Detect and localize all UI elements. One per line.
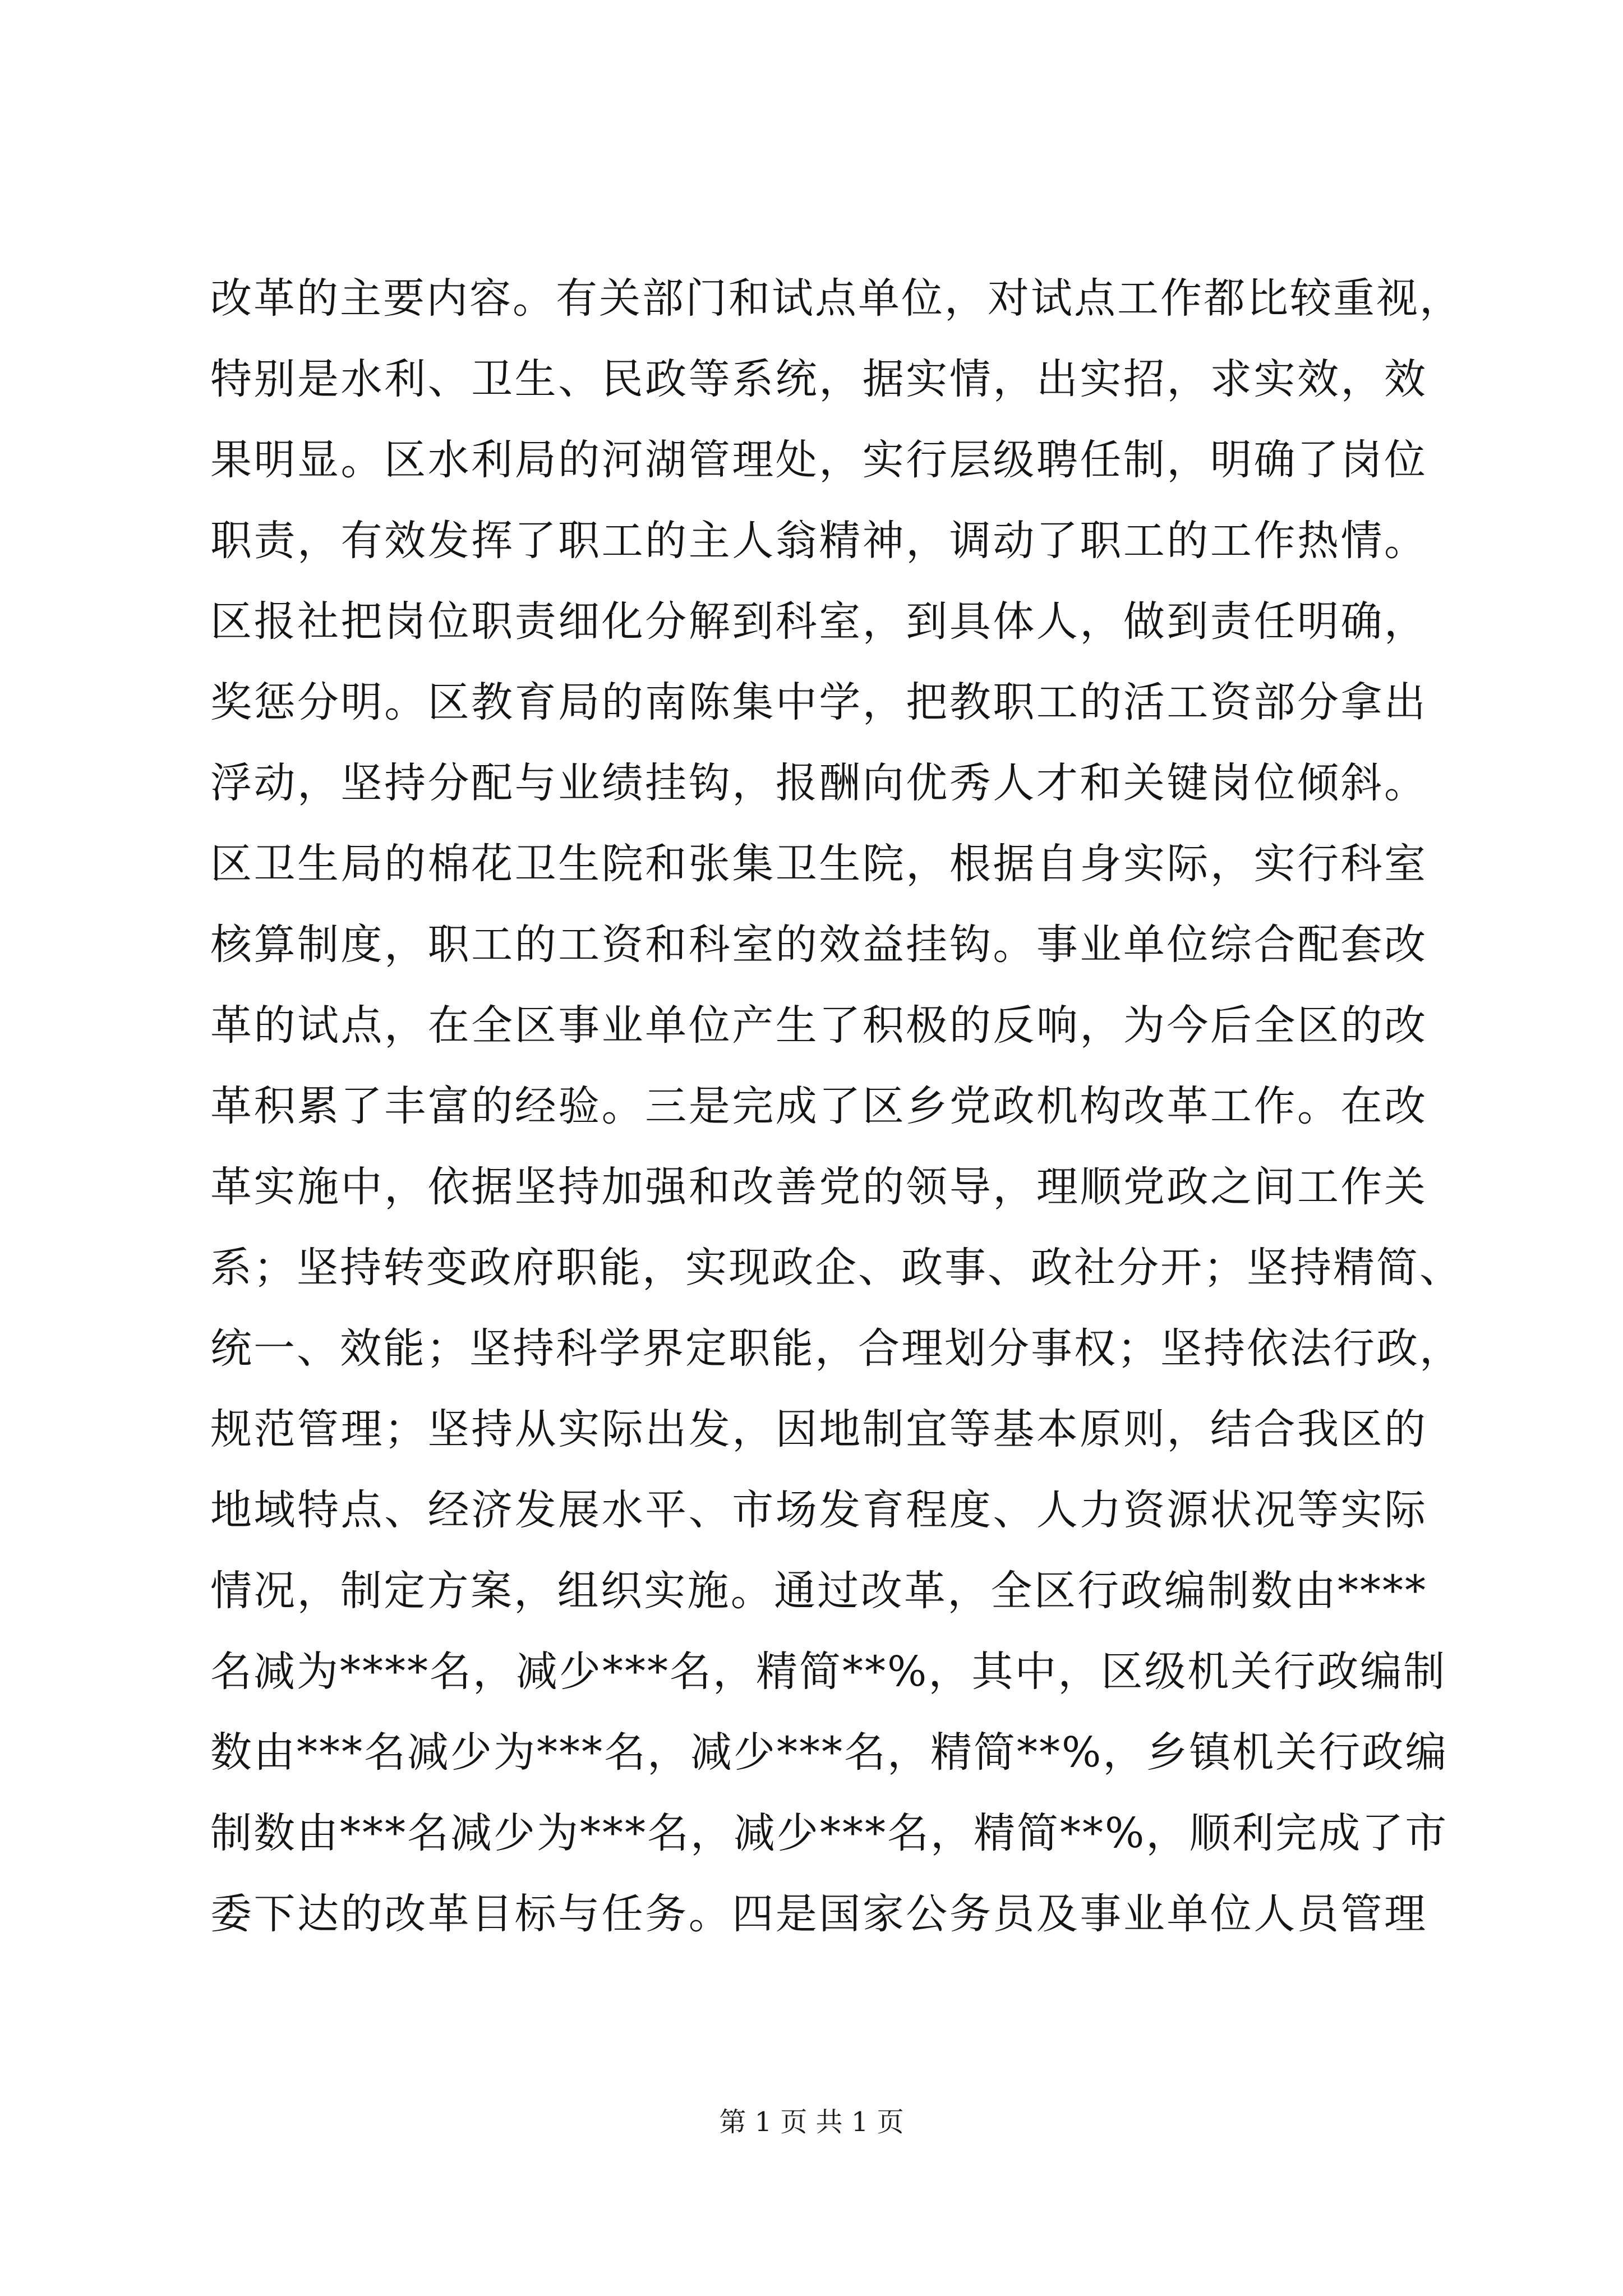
text-line-12: 革实施中，依据坚持加强和改善党的领导，理顺党政之间工作关 <box>210 1163 1427 1211</box>
text-line-13: 系；坚持转变政府职能，实现政企、政事、政社分开；坚持精简、 <box>210 1244 1463 1292</box>
text-line-17: 情况，制定方案，组织实施。通过改革，全区行政编制数由**** <box>210 1567 1427 1615</box>
text-line-21: 委下达的改革目标与任务。四是国家公务员及事业单位人员管理 <box>210 1890 1427 1938</box>
text-line-11: 革积累了丰富的经验。三是完成了区乡党政机构改革工作。在改 <box>210 1082 1427 1130</box>
text-line-2: 特别是水利、卫生、民政等系统，据实情，出实招，求实效，效 <box>210 355 1427 403</box>
text-line-1: 改革的主要内容。有关部门和试点单位，对试点工作都比较重视， <box>210 274 1463 323</box>
text-line-16: 地域特点、经济发展水平、市场发育程度、人力资源状况等实际 <box>210 1486 1427 1534</box>
text-line-4: 职责，有效发挥了职工的主人翁精神，调动了职工的工作热情。 <box>210 517 1427 565</box>
text-line-10: 革的试点，在全区事业单位产生了积极的反响，为今后全区的改 <box>210 1001 1427 1050</box>
text-line-7: 浮动，坚持分配与业绩挂钩，报酬向优秀人才和关键岗位倾斜。 <box>210 759 1427 807</box>
text-line-20: 制数由***名减少为***名，减少***名，精简**%，顺利完成了市 <box>210 1809 1449 1857</box>
text-line-3: 果明显。区水利局的河湖管理处，实行层级聘任制，明确了岗位 <box>210 436 1427 484</box>
text-line-8: 区卫生局的棉花卫生院和张集卫生院，根据自身实际，实行科室 <box>210 840 1427 888</box>
text-line-5: 区报社把岗位职责细化分解到科室，到具体人，做到责任明确， <box>210 597 1427 646</box>
text-line-18: 名减为****名，减少***名，精简**%，其中，区级机关行政编制 <box>210 1648 1447 1696</box>
text-line-14: 统一、效能；坚持科学界定职能，合理划分事权；坚持依法行政， <box>210 1324 1463 1373</box>
text-line-19: 数由***名减少为***名，减少***名，精简**%，乡镇机关行政编 <box>210 1728 1449 1777</box>
text-line-15: 规范管理；坚持从实际出发，因地制宜等基本原则，结合我区的 <box>210 1405 1427 1453</box>
text-line-9: 核算制度，职工的工资和科室的效益挂钩。事业单位综合配套改 <box>210 921 1427 969</box>
page-footer: 第 1 页 共 1 页 <box>719 2106 904 2138</box>
text-line-6: 奖惩分明。区教育局的南陈集中学，把教职工的活工资部分拿出 <box>210 678 1427 726</box>
